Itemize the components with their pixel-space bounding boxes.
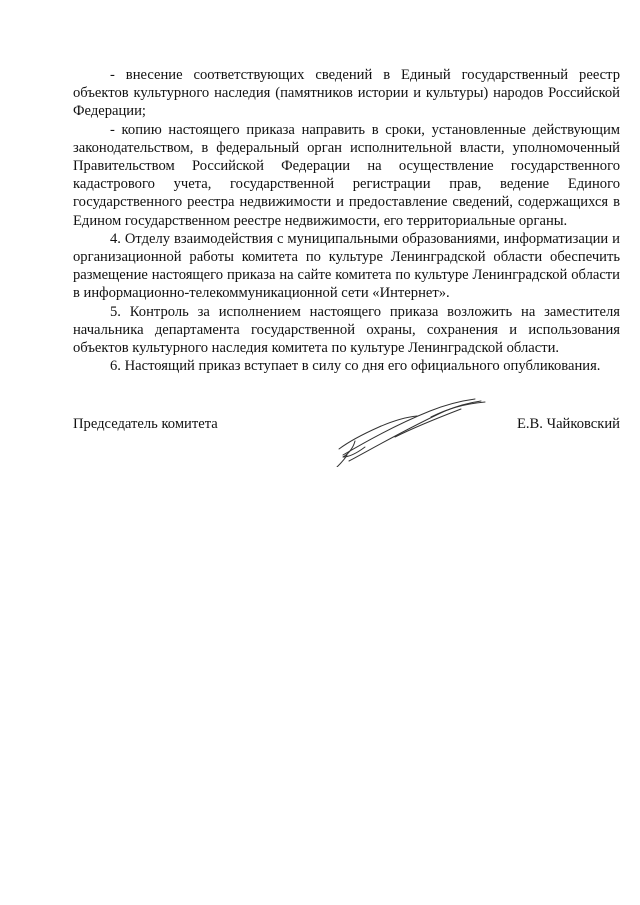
handwritten-signature-icon [335, 397, 495, 467]
paragraph-item-4: 4. Отделу взаимодействия с муниципальными образованиями, информатизации и организационной работы комитета по культуре Ленинградской области обеспечить размещение настоящего приказа на сайте комитета по культуре Ленинградской области в информационно-телекоммуникационной сети «Интернет». [73, 230, 620, 302]
paragraph-item-5: 5. Контроль за исполнением настоящего приказа возложить на заместителя начальника департамента государственной охраны, сохранения и использования объектов культурного наследия комитета по культуре Ленинградской области. [73, 303, 620, 357]
document-body [73, 66, 620, 375]
signature-block [73, 409, 620, 489]
paragraph-registry-entry: - внесение соответствующих сведений в Единый государственный реестр объектов культурного наследия (памятников истории и культуры) народов Российской Федерации; [73, 67, 620, 120]
signatory-name: Е.В. Чайковский [516, 416, 620, 432]
signatory-role: Председатель комитета [73, 416, 218, 432]
paragraph-item-6: 6. Настоящий приказ вступает в силу со дня его официального опубликования. [110, 358, 601, 375]
paragraph-copy-order: - копию настоящего приказа направить в сроки, установленные действующим законодательством, в федеральный орган исполнительной власти, уполномоченный Правительством Российской Федерации на осуществление государственного кадастрового учета, государственной регистрации прав, ведение Единого государственного реестра недвижимости и предоставление сведений, содержащихся в Едином государственном реестре недвижимости, его территориальные органы. [73, 121, 620, 229]
